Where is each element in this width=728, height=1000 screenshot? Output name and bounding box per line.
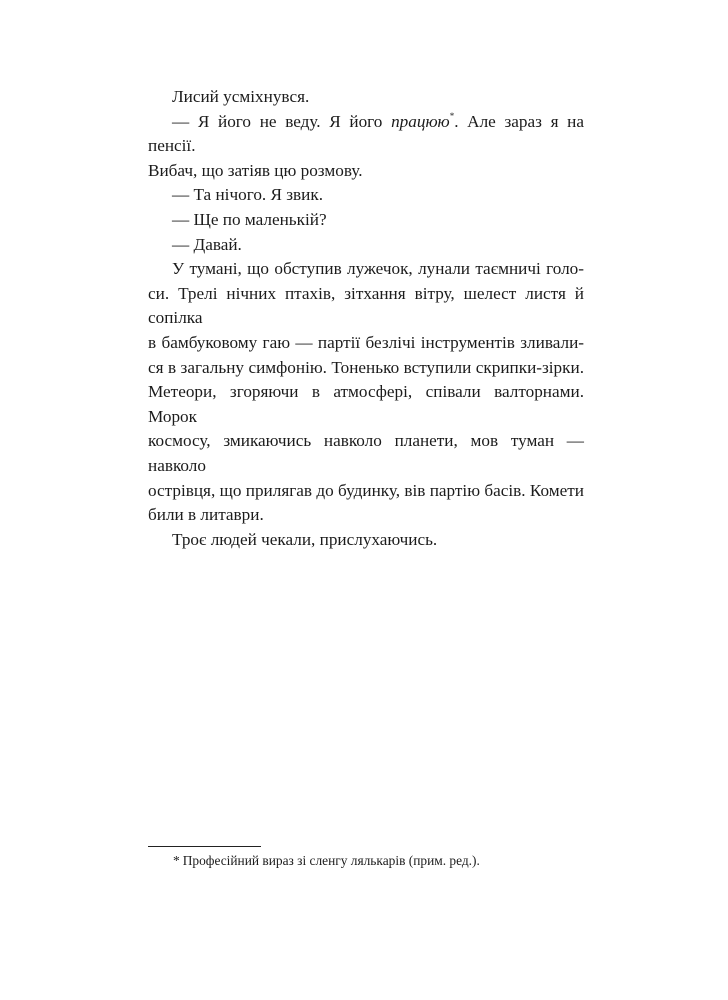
footnote-mark: * — [173, 853, 180, 868]
paragraph-2-line-2: Вибач, що затіяв цю розмову. — [148, 160, 363, 180]
footnote-text: Професійний вираз зі сленгу лялькарів (прим. ред.). — [182, 853, 480, 868]
paragraph-6-line-3: в бамбуковому гаю — партії безлічі інструментів зливали- — [148, 332, 584, 352]
paragraph-6-line-1: У тумані, що обступив лужечок, лунали таємничі голо- — [172, 259, 584, 279]
italic-word: працюю — [391, 111, 450, 131]
dialogue-text: — Я його не веду. Я його — [172, 111, 392, 131]
paragraph-5 — [148, 233, 584, 258]
dialogue-text-end: . Але зараз я на пенсії. — [148, 111, 584, 156]
main-text — [148, 85, 584, 552]
footnote-separator — [148, 846, 261, 847]
footnote-reference: * — [449, 110, 455, 121]
footnote — [173, 852, 480, 870]
paragraph-3 — [148, 183, 584, 208]
paragraph-6-line-7: острівця, що прилягав до будинку, вів партію басів. Комети — [148, 480, 584, 500]
paragraph-6-line-4: ся в загальну симфонію. Тоненько вступили скрипки-зірки. — [148, 357, 584, 377]
paragraph-2 — [148, 110, 584, 184]
paragraph-5-text: — Давай. — [172, 234, 242, 254]
paragraph-4 — [148, 208, 584, 233]
paragraph-6-line-6: космосу, змикаючись навколо планети, мов туман — навколо — [148, 431, 584, 475]
paragraph-1 — [148, 85, 584, 110]
paragraph-6-line-5: Метеори, згоряючи в атмосфері, співали валторнами. Морок — [148, 382, 584, 426]
paragraph-6 — [148, 257, 584, 528]
paragraph-6-line-8: били в литаври. — [148, 505, 264, 525]
paragraph-4-text: — Ще по маленькій? — [172, 209, 327, 229]
paragraph-3-text: — Та нічого. Я звик. — [172, 185, 324, 205]
paragraph-6-line-2: си. Трелі нічних птахів, зітхання вітру, шелест листя й сопілка — [148, 283, 584, 328]
paragraph-1-text: Лисий усміхнувся. — [172, 87, 310, 106]
paragraph-2-line-1 — [148, 110, 584, 159]
paragraph-7 — [148, 528, 584, 553]
paragraph-7-text: Троє людей чекали, прислухаючись. — [172, 529, 438, 549]
